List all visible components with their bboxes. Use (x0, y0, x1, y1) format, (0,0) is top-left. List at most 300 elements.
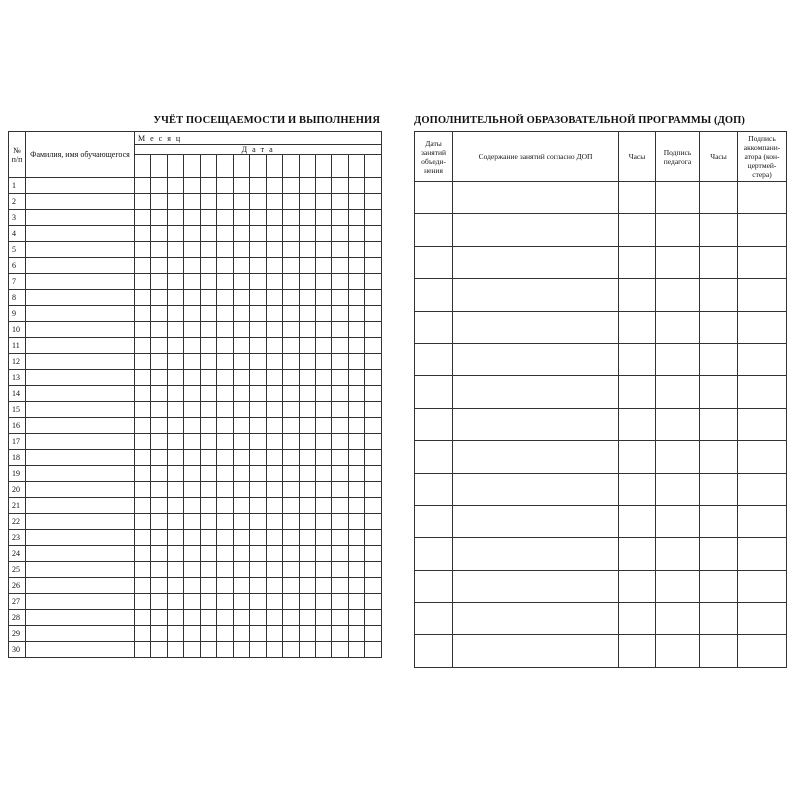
attendance-cell[interactable] (217, 562, 233, 578)
attendance-cell[interactable] (151, 322, 167, 338)
journal-cell[interactable] (415, 603, 453, 635)
attendance-cell[interactable] (167, 226, 183, 242)
attendance-cell[interactable] (184, 530, 200, 546)
attendance-cell[interactable] (266, 338, 282, 354)
attendance-cell[interactable] (365, 594, 382, 610)
attendance-cell[interactable] (299, 482, 315, 498)
attendance-cell[interactable] (167, 402, 183, 418)
attendance-cell[interactable] (365, 210, 382, 226)
attendance-cell[interactable] (135, 434, 151, 450)
journal-cell[interactable] (619, 376, 656, 408)
attendance-cell[interactable] (348, 450, 364, 466)
attendance-cell[interactable] (151, 178, 167, 194)
attendance-cell[interactable] (167, 194, 183, 210)
attendance-cell[interactable] (365, 338, 382, 354)
attendance-cell[interactable] (200, 290, 216, 306)
attendance-cell[interactable] (299, 402, 315, 418)
attendance-cell[interactable] (200, 178, 216, 194)
attendance-cell[interactable] (283, 338, 299, 354)
attendance-cell[interactable] (151, 370, 167, 386)
attendance-cell[interactable] (315, 610, 331, 626)
journal-cell[interactable] (619, 182, 656, 214)
attendance-cell[interactable] (200, 194, 216, 210)
attendance-cell[interactable] (266, 178, 282, 194)
attendance-cell[interactable] (200, 322, 216, 338)
student-name-cell[interactable] (26, 642, 135, 658)
journal-cell[interactable] (700, 473, 738, 505)
attendance-cell[interactable] (184, 642, 200, 658)
attendance-cell[interactable] (184, 178, 200, 194)
attendance-cell[interactable] (217, 290, 233, 306)
attendance-cell[interactable] (315, 482, 331, 498)
attendance-cell[interactable] (135, 226, 151, 242)
attendance-cell[interactable] (135, 482, 151, 498)
attendance-cell[interactable] (135, 562, 151, 578)
attendance-cell[interactable] (283, 386, 299, 402)
attendance-cell[interactable] (299, 338, 315, 354)
attendance-cell[interactable] (233, 210, 249, 226)
journal-cell[interactable] (453, 473, 619, 505)
attendance-cell[interactable] (250, 194, 266, 210)
attendance-cell[interactable] (233, 482, 249, 498)
journal-cell[interactable] (453, 246, 619, 278)
attendance-cell[interactable] (299, 210, 315, 226)
attendance-cell[interactable] (233, 402, 249, 418)
journal-cell[interactable] (415, 343, 453, 375)
journal-cell[interactable] (453, 408, 619, 440)
attendance-cell[interactable] (250, 594, 266, 610)
journal-cell[interactable] (619, 603, 656, 635)
journal-cell[interactable] (656, 214, 700, 246)
attendance-cell[interactable] (184, 354, 200, 370)
date-header-cell[interactable] (217, 155, 233, 178)
attendance-cell[interactable] (332, 626, 348, 642)
attendance-cell[interactable] (266, 322, 282, 338)
attendance-cell[interactable] (200, 354, 216, 370)
attendance-cell[interactable] (200, 418, 216, 434)
attendance-cell[interactable] (266, 562, 282, 578)
attendance-cell[interactable] (200, 226, 216, 242)
attendance-cell[interactable] (135, 610, 151, 626)
attendance-cell[interactable] (365, 194, 382, 210)
attendance-cell[interactable] (365, 226, 382, 242)
attendance-cell[interactable] (184, 578, 200, 594)
attendance-cell[interactable] (200, 338, 216, 354)
attendance-cell[interactable] (184, 306, 200, 322)
attendance-cell[interactable] (348, 514, 364, 530)
attendance-cell[interactable] (151, 626, 167, 642)
attendance-cell[interactable] (250, 418, 266, 434)
attendance-cell[interactable] (167, 306, 183, 322)
attendance-cell[interactable] (283, 466, 299, 482)
attendance-cell[interactable] (167, 322, 183, 338)
attendance-cell[interactable] (283, 562, 299, 578)
attendance-cell[interactable] (299, 498, 315, 514)
attendance-cell[interactable] (348, 434, 364, 450)
attendance-cell[interactable] (283, 178, 299, 194)
date-header-cell[interactable] (332, 155, 348, 178)
attendance-cell[interactable] (135, 338, 151, 354)
attendance-cell[interactable] (266, 354, 282, 370)
attendance-cell[interactable] (217, 194, 233, 210)
student-name-cell[interactable] (26, 290, 135, 306)
attendance-cell[interactable] (233, 626, 249, 642)
attendance-cell[interactable] (299, 306, 315, 322)
attendance-cell[interactable] (266, 306, 282, 322)
attendance-cell[interactable] (365, 306, 382, 322)
attendance-cell[interactable] (151, 194, 167, 210)
attendance-cell[interactable] (151, 306, 167, 322)
attendance-cell[interactable] (283, 418, 299, 434)
attendance-cell[interactable] (365, 322, 382, 338)
attendance-cell[interactable] (315, 578, 331, 594)
journal-cell[interactable] (738, 214, 787, 246)
attendance-cell[interactable] (299, 562, 315, 578)
journal-cell[interactable] (453, 214, 619, 246)
attendance-cell[interactable] (167, 338, 183, 354)
attendance-cell[interactable] (348, 242, 364, 258)
attendance-cell[interactable] (250, 578, 266, 594)
attendance-cell[interactable] (167, 466, 183, 482)
attendance-cell[interactable] (200, 642, 216, 658)
attendance-cell[interactable] (233, 642, 249, 658)
attendance-cell[interactable] (184, 322, 200, 338)
attendance-cell[interactable] (348, 642, 364, 658)
journal-cell[interactable] (738, 603, 787, 635)
attendance-cell[interactable] (233, 178, 249, 194)
attendance-cell[interactable] (135, 306, 151, 322)
attendance-cell[interactable] (266, 210, 282, 226)
journal-cell[interactable] (738, 635, 787, 667)
attendance-cell[interactable] (299, 642, 315, 658)
attendance-cell[interactable] (233, 338, 249, 354)
attendance-cell[interactable] (151, 402, 167, 418)
attendance-cell[interactable] (348, 274, 364, 290)
attendance-cell[interactable] (332, 610, 348, 626)
attendance-cell[interactable] (266, 546, 282, 562)
attendance-cell[interactable] (184, 514, 200, 530)
attendance-cell[interactable] (283, 242, 299, 258)
attendance-cell[interactable] (332, 546, 348, 562)
attendance-cell[interactable] (184, 402, 200, 418)
attendance-cell[interactable] (135, 498, 151, 514)
attendance-cell[interactable] (266, 386, 282, 402)
attendance-cell[interactable] (299, 514, 315, 530)
student-name-cell[interactable] (26, 370, 135, 386)
attendance-cell[interactable] (135, 290, 151, 306)
attendance-cell[interactable] (233, 226, 249, 242)
attendance-cell[interactable] (200, 482, 216, 498)
journal-cell[interactable] (619, 635, 656, 667)
attendance-cell[interactable] (299, 578, 315, 594)
attendance-cell[interactable] (266, 578, 282, 594)
date-header-cell[interactable] (200, 155, 216, 178)
journal-cell[interactable] (656, 182, 700, 214)
attendance-cell[interactable] (200, 546, 216, 562)
journal-cell[interactable] (415, 246, 453, 278)
attendance-cell[interactable] (135, 578, 151, 594)
student-name-cell[interactable] (26, 178, 135, 194)
attendance-cell[interactable] (365, 626, 382, 642)
attendance-cell[interactable] (299, 322, 315, 338)
journal-cell[interactable] (700, 214, 738, 246)
journal-cell[interactable] (656, 570, 700, 602)
attendance-cell[interactable] (200, 626, 216, 642)
attendance-cell[interactable] (348, 402, 364, 418)
attendance-cell[interactable] (200, 498, 216, 514)
attendance-cell[interactable] (135, 514, 151, 530)
attendance-cell[interactable] (266, 642, 282, 658)
student-name-cell[interactable] (26, 418, 135, 434)
attendance-cell[interactable] (135, 258, 151, 274)
journal-cell[interactable] (738, 279, 787, 311)
attendance-cell[interactable] (315, 306, 331, 322)
attendance-cell[interactable] (151, 210, 167, 226)
attendance-cell[interactable] (151, 338, 167, 354)
attendance-cell[interactable] (266, 242, 282, 258)
journal-cell[interactable] (656, 505, 700, 537)
journal-cell[interactable] (415, 441, 453, 473)
attendance-cell[interactable] (135, 642, 151, 658)
attendance-cell[interactable] (151, 546, 167, 562)
attendance-cell[interactable] (233, 354, 249, 370)
attendance-cell[interactable] (217, 226, 233, 242)
attendance-cell[interactable] (266, 226, 282, 242)
journal-cell[interactable] (453, 441, 619, 473)
attendance-cell[interactable] (250, 290, 266, 306)
attendance-cell[interactable] (365, 530, 382, 546)
date-header-cell[interactable] (348, 155, 364, 178)
attendance-cell[interactable] (217, 322, 233, 338)
attendance-cell[interactable] (184, 466, 200, 482)
date-header-cell[interactable] (315, 155, 331, 178)
attendance-cell[interactable] (233, 530, 249, 546)
attendance-cell[interactable] (151, 226, 167, 242)
attendance-cell[interactable] (348, 178, 364, 194)
journal-cell[interactable] (619, 473, 656, 505)
attendance-cell[interactable] (167, 546, 183, 562)
journal-cell[interactable] (453, 635, 619, 667)
attendance-cell[interactable] (315, 354, 331, 370)
journal-cell[interactable] (619, 538, 656, 570)
student-name-cell[interactable] (26, 594, 135, 610)
attendance-cell[interactable] (315, 594, 331, 610)
journal-cell[interactable] (656, 376, 700, 408)
student-name-cell[interactable] (26, 210, 135, 226)
attendance-cell[interactable] (250, 226, 266, 242)
attendance-cell[interactable] (135, 466, 151, 482)
journal-cell[interactable] (738, 343, 787, 375)
attendance-cell[interactable] (315, 178, 331, 194)
attendance-cell[interactable] (167, 386, 183, 402)
attendance-cell[interactable] (217, 530, 233, 546)
journal-cell[interactable] (700, 311, 738, 343)
journal-cell[interactable] (415, 635, 453, 667)
attendance-cell[interactable] (151, 514, 167, 530)
attendance-cell[interactable] (283, 290, 299, 306)
journal-cell[interactable] (453, 538, 619, 570)
journal-cell[interactable] (656, 246, 700, 278)
attendance-cell[interactable] (167, 482, 183, 498)
attendance-cell[interactable] (151, 562, 167, 578)
attendance-cell[interactable] (332, 578, 348, 594)
attendance-cell[interactable] (233, 434, 249, 450)
attendance-cell[interactable] (283, 626, 299, 642)
attendance-cell[interactable] (315, 514, 331, 530)
attendance-cell[interactable] (283, 482, 299, 498)
attendance-cell[interactable] (135, 274, 151, 290)
attendance-cell[interactable] (200, 610, 216, 626)
attendance-cell[interactable] (299, 434, 315, 450)
attendance-cell[interactable] (167, 498, 183, 514)
attendance-cell[interactable] (283, 306, 299, 322)
student-name-cell[interactable] (26, 274, 135, 290)
attendance-cell[interactable] (332, 258, 348, 274)
attendance-cell[interactable] (184, 258, 200, 274)
attendance-cell[interactable] (233, 322, 249, 338)
attendance-cell[interactable] (348, 562, 364, 578)
attendance-cell[interactable] (266, 482, 282, 498)
attendance-cell[interactable] (315, 402, 331, 418)
attendance-cell[interactable] (365, 578, 382, 594)
attendance-cell[interactable] (217, 434, 233, 450)
attendance-cell[interactable] (299, 530, 315, 546)
attendance-cell[interactable] (184, 210, 200, 226)
attendance-cell[interactable] (184, 418, 200, 434)
attendance-cell[interactable] (250, 434, 266, 450)
journal-cell[interactable] (738, 408, 787, 440)
attendance-cell[interactable] (315, 322, 331, 338)
journal-cell[interactable] (700, 635, 738, 667)
attendance-cell[interactable] (200, 530, 216, 546)
attendance-cell[interactable] (151, 594, 167, 610)
journal-cell[interactable] (453, 279, 619, 311)
attendance-cell[interactable] (167, 642, 183, 658)
attendance-cell[interactable] (365, 546, 382, 562)
date-header-cell[interactable] (250, 155, 266, 178)
attendance-cell[interactable] (266, 498, 282, 514)
student-name-cell[interactable] (26, 242, 135, 258)
attendance-cell[interactable] (299, 242, 315, 258)
attendance-cell[interactable] (250, 386, 266, 402)
attendance-cell[interactable] (167, 530, 183, 546)
attendance-cell[interactable] (348, 482, 364, 498)
attendance-cell[interactable] (348, 306, 364, 322)
student-name-cell[interactable] (26, 402, 135, 418)
attendance-cell[interactable] (250, 306, 266, 322)
attendance-cell[interactable] (184, 226, 200, 242)
attendance-cell[interactable] (167, 418, 183, 434)
attendance-cell[interactable] (217, 514, 233, 530)
attendance-cell[interactable] (250, 546, 266, 562)
attendance-cell[interactable] (283, 450, 299, 466)
attendance-cell[interactable] (315, 530, 331, 546)
attendance-cell[interactable] (184, 274, 200, 290)
attendance-cell[interactable] (365, 642, 382, 658)
attendance-cell[interactable] (200, 594, 216, 610)
student-name-cell[interactable] (26, 530, 135, 546)
attendance-cell[interactable] (151, 434, 167, 450)
attendance-cell[interactable] (266, 450, 282, 466)
attendance-cell[interactable] (151, 290, 167, 306)
attendance-cell[interactable] (315, 546, 331, 562)
attendance-cell[interactable] (283, 194, 299, 210)
attendance-cell[interactable] (266, 402, 282, 418)
journal-cell[interactable] (738, 311, 787, 343)
attendance-cell[interactable] (299, 418, 315, 434)
attendance-cell[interactable] (217, 642, 233, 658)
attendance-cell[interactable] (365, 354, 382, 370)
attendance-cell[interactable] (200, 258, 216, 274)
attendance-cell[interactable] (184, 626, 200, 642)
attendance-cell[interactable] (315, 210, 331, 226)
journal-cell[interactable] (619, 279, 656, 311)
attendance-cell[interactable] (315, 194, 331, 210)
attendance-cell[interactable] (167, 594, 183, 610)
attendance-cell[interactable] (365, 450, 382, 466)
attendance-cell[interactable] (283, 546, 299, 562)
attendance-cell[interactable] (299, 546, 315, 562)
attendance-cell[interactable] (233, 258, 249, 274)
attendance-cell[interactable] (135, 354, 151, 370)
attendance-cell[interactable] (217, 546, 233, 562)
student-name-cell[interactable] (26, 258, 135, 274)
attendance-cell[interactable] (151, 466, 167, 482)
attendance-cell[interactable] (250, 514, 266, 530)
student-name-cell[interactable] (26, 306, 135, 322)
attendance-cell[interactable] (217, 450, 233, 466)
student-name-cell[interactable] (26, 514, 135, 530)
attendance-cell[interactable] (135, 210, 151, 226)
attendance-cell[interactable] (151, 242, 167, 258)
attendance-cell[interactable] (283, 322, 299, 338)
attendance-cell[interactable] (365, 402, 382, 418)
attendance-cell[interactable] (315, 434, 331, 450)
student-name-cell[interactable] (26, 354, 135, 370)
attendance-cell[interactable] (135, 194, 151, 210)
attendance-cell[interactable] (348, 354, 364, 370)
attendance-cell[interactable] (135, 242, 151, 258)
attendance-cell[interactable] (365, 498, 382, 514)
journal-cell[interactable] (700, 182, 738, 214)
attendance-cell[interactable] (348, 594, 364, 610)
attendance-cell[interactable] (283, 370, 299, 386)
attendance-cell[interactable] (184, 610, 200, 626)
attendance-cell[interactable] (299, 354, 315, 370)
attendance-cell[interactable] (348, 466, 364, 482)
attendance-cell[interactable] (250, 354, 266, 370)
journal-cell[interactable] (700, 279, 738, 311)
journal-cell[interactable] (415, 182, 453, 214)
journal-cell[interactable] (700, 603, 738, 635)
journal-cell[interactable] (619, 505, 656, 537)
student-name-cell[interactable] (26, 466, 135, 482)
attendance-cell[interactable] (167, 450, 183, 466)
attendance-cell[interactable] (315, 370, 331, 386)
attendance-cell[interactable] (151, 386, 167, 402)
attendance-cell[interactable] (151, 258, 167, 274)
attendance-cell[interactable] (151, 450, 167, 466)
attendance-cell[interactable] (250, 242, 266, 258)
attendance-cell[interactable] (283, 274, 299, 290)
journal-cell[interactable] (453, 570, 619, 602)
attendance-cell[interactable] (332, 338, 348, 354)
attendance-cell[interactable] (151, 610, 167, 626)
attendance-cell[interactable] (217, 274, 233, 290)
attendance-cell[interactable] (135, 418, 151, 434)
journal-cell[interactable] (656, 635, 700, 667)
attendance-cell[interactable] (233, 498, 249, 514)
